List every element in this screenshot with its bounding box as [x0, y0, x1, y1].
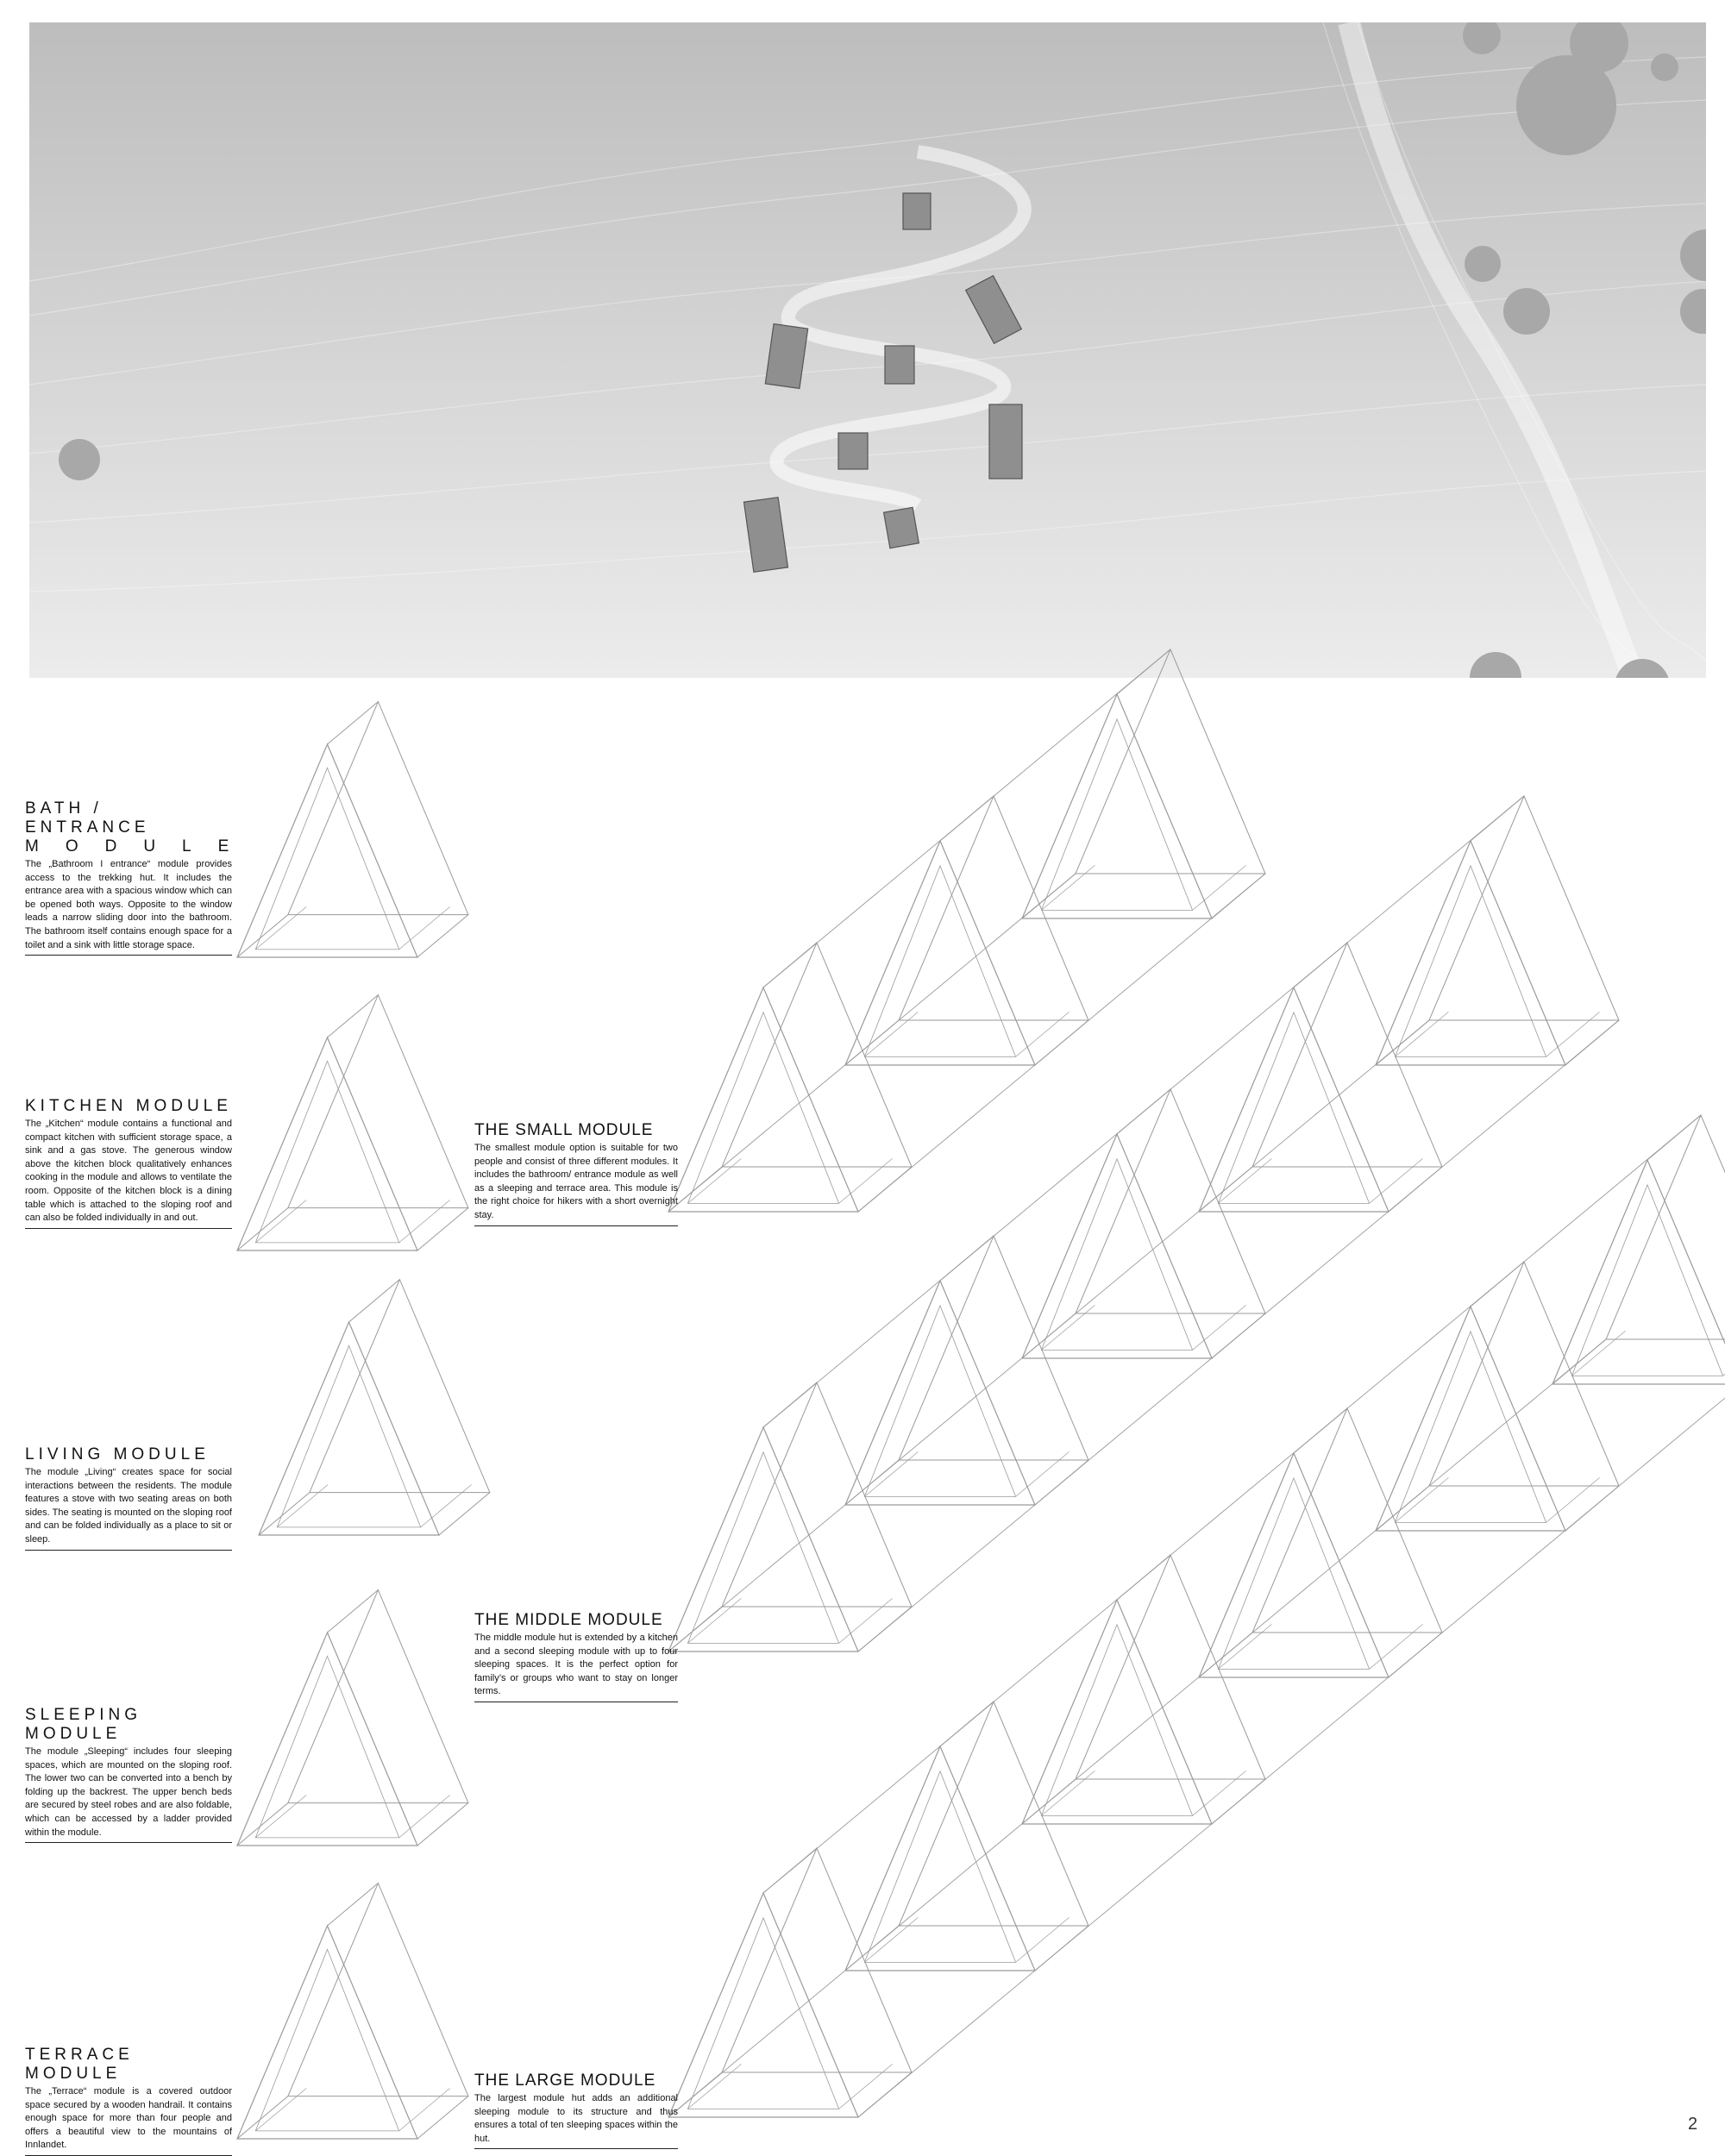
module-drawing [1199, 1408, 1442, 1677]
page-number: 2 [1688, 2115, 1698, 2134]
divider [474, 2148, 678, 2149]
bath-entrance-module-text [25, 799, 256, 956]
divider [25, 955, 232, 956]
sleeping-module-text [25, 1706, 232, 1843]
module-description: The „Kitchen“ module contains a functional and compact kitchen with sufficient storage space, a sink and a gas stove. The generous window above the kitchen block qualitatively enhances cooking in the module and allows to ventilate the room. Opposite of the kitchen block is a dining table which is attached to the sloping roof and can also be folded individually in and out. [25, 1119, 232, 1224]
module-description: The „Bathroom I entrance“ module provides access to the trekking hut. It includes the entrance area with a spacious window which can be opened both ways. Opposite to the window leads a narrow sliding door into the bathroom. The bathroom itself contains enough space for a toilet and a sink with little storage space. [25, 859, 232, 950]
size-title: THE LARGE MODULE [474, 2071, 656, 2090]
kitchen-module-text [25, 1097, 232, 1229]
module-drawing [259, 1280, 490, 1535]
module-title: KITCHEN MODULE [25, 1097, 232, 1115]
size-title: THE SMALL MODULE [474, 1121, 654, 1139]
middle-module-text [474, 1611, 678, 1702]
module-description: The „Terrace“ module is a covered outdoor space secured by a wooden handrail. It contains enough space for more than four people and offers a beautiful view to the mountains of Innlandet. [25, 2086, 232, 2151]
module-drawing [845, 796, 1088, 1065]
module-title: SLEEPING MODULE [25, 1706, 142, 1743]
size-description: The middle module hut is extended by a kitchen and a second sleeping module with up to four sleeping spaces. It is the perfect option for family’s or groups who want to stay on longer terms. [474, 1633, 678, 1697]
hut-assembly [668, 649, 1265, 1212]
module-title-line2: MODULE [25, 837, 256, 856]
divider [25, 1550, 232, 1551]
module-drawing [237, 995, 468, 1250]
module-drawing [845, 1702, 1088, 1971]
module-drawing [1022, 649, 1265, 918]
module-drawing [237, 702, 468, 957]
hut-assembly [668, 796, 1619, 1651]
size-description: The largest module hut adds an additional sleeping module to its structure and thus ensures a total of ten sleeping spaces within the hut. [474, 2093, 678, 2144]
module-drawing [237, 1883, 468, 2139]
module-drawing [845, 1236, 1088, 1505]
module-drawing [1376, 1262, 1619, 1531]
module-title: BATH / ENTRANCE [25, 799, 150, 837]
module-title: TERRACE MODULE [25, 2046, 134, 2083]
large-module-text [474, 2071, 678, 2149]
divider [474, 1225, 678, 1226]
module-description: The module „Living“ creates space for social interactions between the residents. The module features a stove with two seating areas on both sides. The seating is mounted on the sloping roof and can be folded individually as a place to sit or sleep. [25, 1467, 232, 1545]
module-drawing [668, 943, 912, 1212]
module-title: LIVING MODULE [25, 1445, 210, 1463]
module-drawing [668, 1848, 912, 2117]
module-drawing [1022, 1089, 1265, 1358]
size-title: THE MIDDLE MODULE [474, 1611, 663, 1629]
module-drawing [1552, 1115, 1725, 1384]
divider [25, 1228, 232, 1229]
module-description: The module „Sleeping“ includes four sleeping spaces, which are mounted on the sloping roof. The lower two can be converted into a bench by folding up the backrest. The upper bench beds are secured by steel robes and are also foldable, which can be accessed by a ladder provided within the module. [25, 1746, 232, 1838]
size-description: The smallest module option is suitable for two people and consist of three different modules. It includes the bathroom/ entrance module as well as a sleeping and terrace area. This module is the right choice for hikers with a short overnight stay. [474, 1143, 678, 1220]
living-module-text [25, 1445, 232, 1551]
small-module-text [474, 1121, 678, 1226]
module-drawing [1022, 1555, 1265, 1824]
module-drawing [1199, 943, 1442, 1212]
module-drawing [668, 1382, 912, 1651]
module-drawing [1376, 796, 1619, 1065]
divider [25, 1842, 232, 1843]
terrace-module-text [25, 2046, 232, 2156]
module-drawing [237, 1590, 468, 1846]
